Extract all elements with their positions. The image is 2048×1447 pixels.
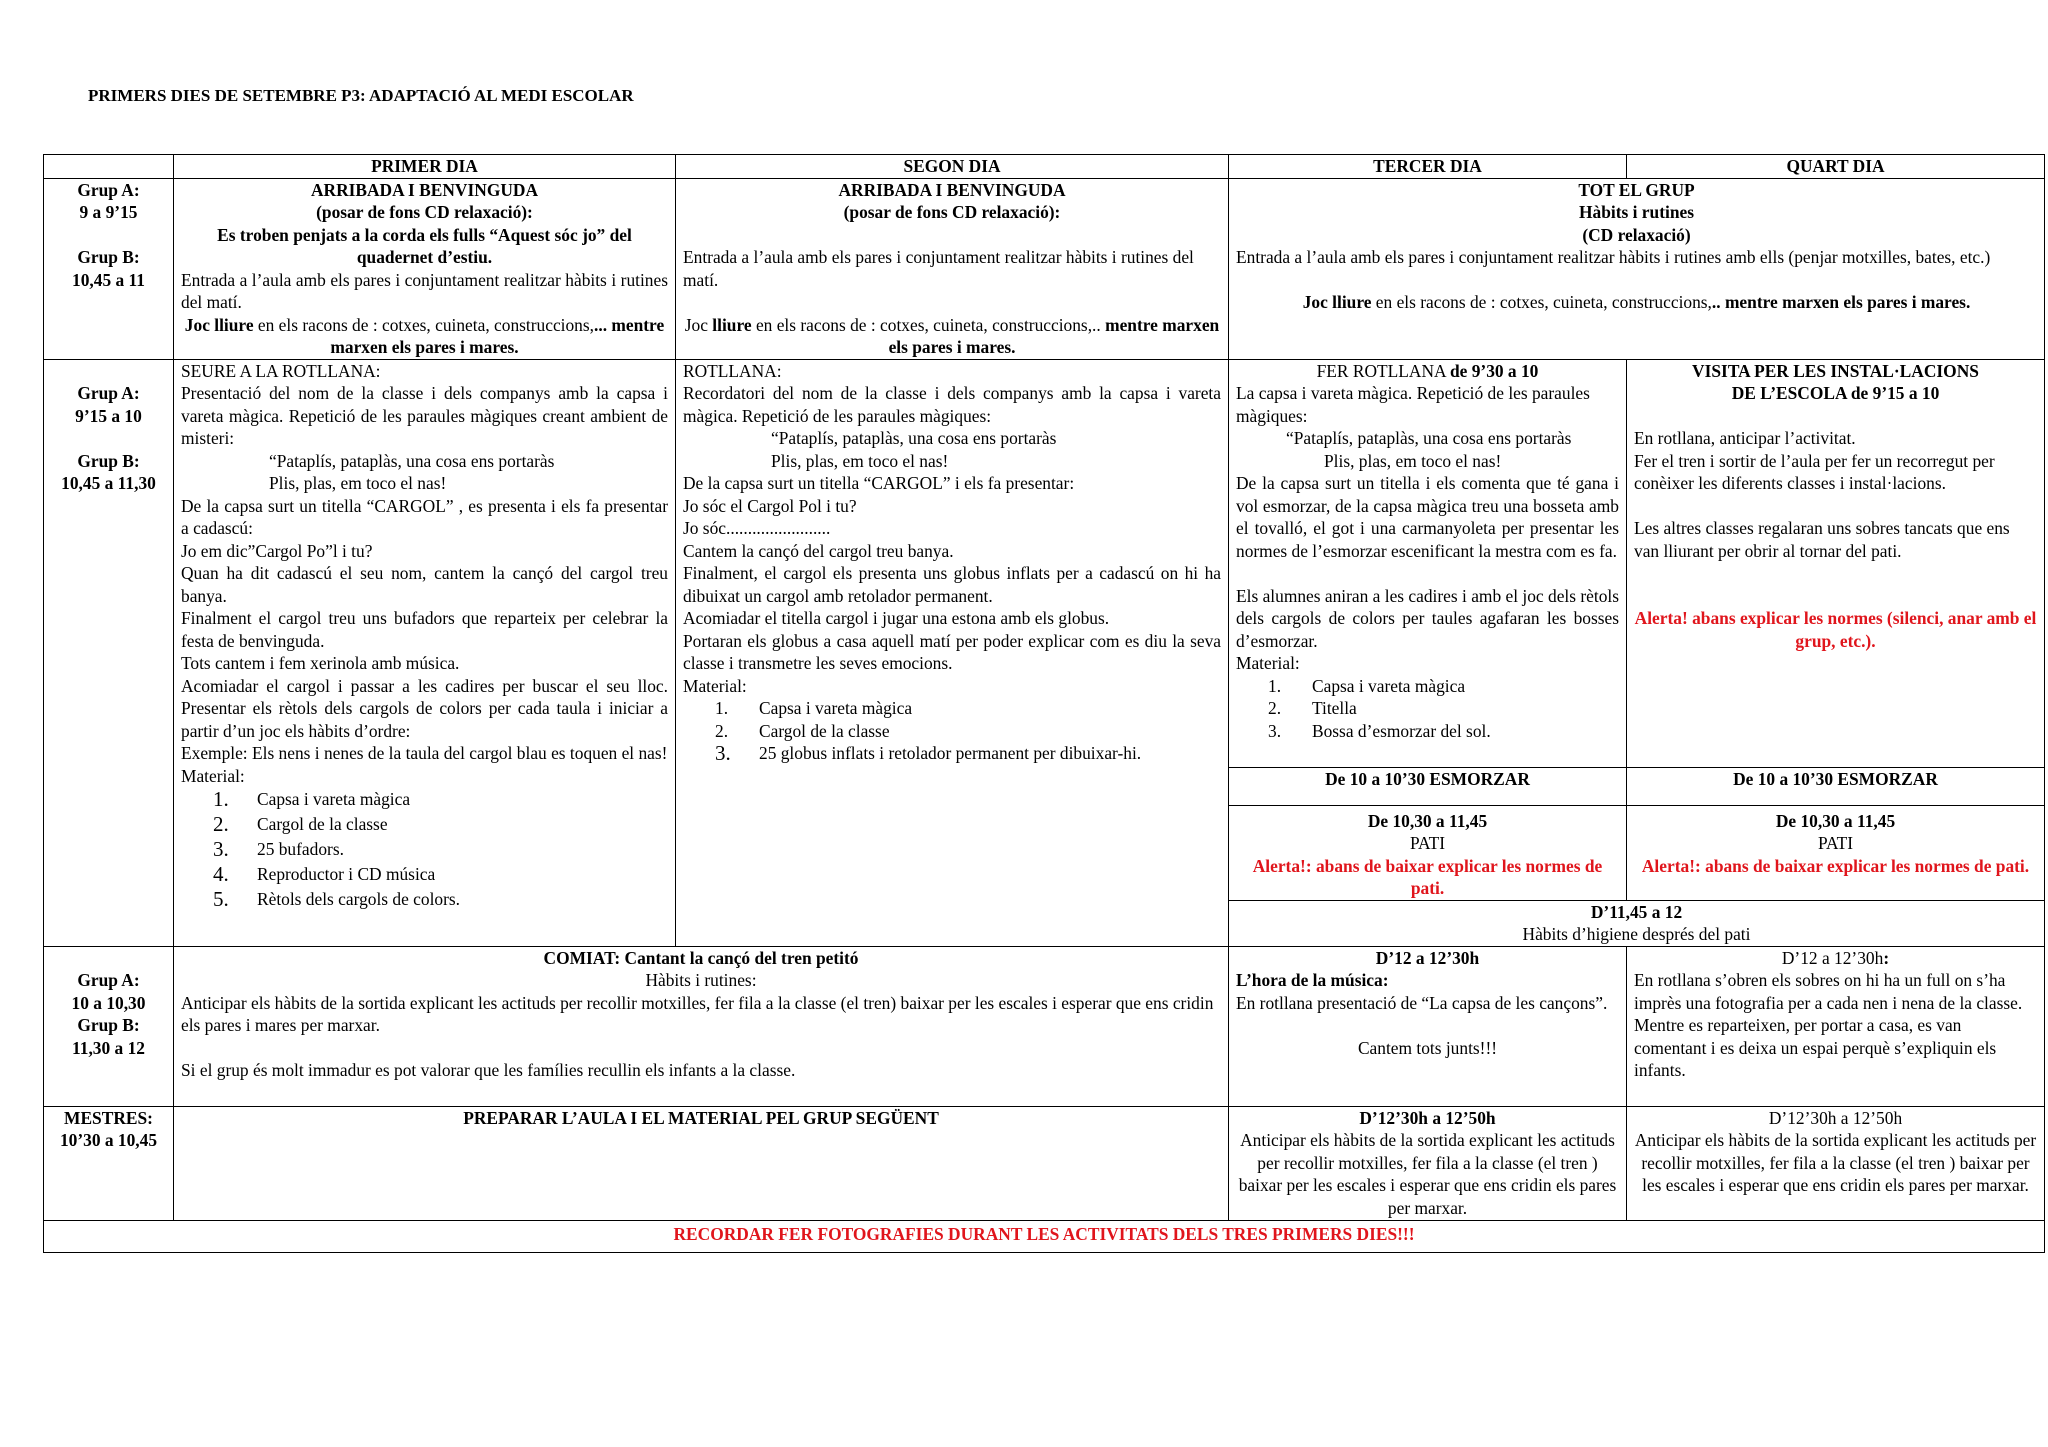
material-item xyxy=(213,787,668,812)
row2-d2-p1: Recordatori del nom de la classe i dels companys amb la capsa i vareta màgica. Repetició de les paraules màgiques: xyxy=(683,383,1221,426)
row1-time-a: 9 a 9’15 xyxy=(79,202,138,222)
row1-d2-joc xyxy=(683,314,1221,359)
material-item xyxy=(715,720,1221,743)
row1-group-cell xyxy=(44,178,174,359)
material-item xyxy=(213,837,668,862)
row-circle xyxy=(44,359,2045,767)
header-day1: PRIMER DIA xyxy=(174,155,676,179)
row1-group-b: Grup B: xyxy=(77,247,140,267)
row2-d2-material-list xyxy=(683,697,1221,765)
row4-time: 10’30 a 10,45 xyxy=(59,1130,158,1150)
row1-d1-text: Entrada a l’aula amb els pares i conjuntament realitzar hàbits i rutines del matí. xyxy=(181,269,668,312)
row2-d4-pati-cell xyxy=(1627,805,2045,900)
material-item-text: Capsa i vareta màgica xyxy=(257,789,411,809)
row2-d4-pati-alert: Alerta!: abans de baixar explicar les normes de pati. xyxy=(1641,855,2030,876)
row2-d2-p4: Jo sóc........................ xyxy=(683,518,831,538)
row2-d2-p8: Portaran els globus a casa aquell matí per poder explicar com es diu la seva classe i transmetre les seves emocions. xyxy=(683,630,1221,673)
row2-d1-p7: Acomiadar el cargol i passar a les cadires per buscar el seu lloc. Presentar els rètols dels cargols de colors per cada taula i iniciar a partir d’un joc els hàbits d’ordre: xyxy=(181,675,668,741)
row2-d4-pati: PATI xyxy=(1817,833,1854,853)
row1-d1-joc-text: en els racons de : cotxes, cuineta, construccions, xyxy=(253,314,594,335)
footer-reminder: RECORDAR FER FOTOGRAFIES DURANT LES ACTIVITATS DELS TRES PRIMERS DIES!!! xyxy=(44,1220,2045,1252)
row1-d34-sub1: Hàbits i rutines xyxy=(1579,202,1694,222)
material-item xyxy=(213,812,668,837)
material-item-number: 1. xyxy=(1268,675,1282,696)
row2-d3-magic2: Plis, plas, em toco el nas! xyxy=(1324,450,1502,471)
row1-d34-joc-text: en els racons de : cotxes, cuineta, construccions, xyxy=(1371,292,1712,312)
material-item-text: Cargol de la classe xyxy=(257,814,388,834)
row-footer xyxy=(44,1220,2045,1252)
row2-group-b: Grup B: xyxy=(77,450,140,471)
row4-day4-cell xyxy=(1627,1106,2045,1220)
row2-d3-p3: Els alumnes aniran a les cadires i amb el joc dels rètols dels cargols de colors per taules agafaran les bosses d’esmorzar. xyxy=(1236,585,1619,651)
row3-d4-time xyxy=(1634,947,2037,970)
row1-d34-joc xyxy=(1236,291,2037,314)
row2-d3-p1: La capsa i vareta màgica. Repetició de les paraules màgiques: xyxy=(1236,383,1590,426)
row2-higiene-time: D’11,45 a 12 xyxy=(1590,901,1683,922)
row3-sub: Hàbits i rutines: xyxy=(645,970,757,990)
material-item-number: 3. xyxy=(1268,720,1282,741)
row4-d4-text: Anticipar els hàbits de la sortida explicant les actituds per recollir motxilles, fer fila a la classe (el tren ) baixar per les escales i esperar que ens cridin els pares per marxar. xyxy=(1634,1130,2037,1195)
material-item-number: 2. xyxy=(715,720,729,741)
row3-p2: Si el grup és molt immadur es pot valorar que les famílies recullin els infants a la classe. xyxy=(181,1060,796,1080)
row2-d3-esmorzar: De 10 a 10’30 ESMORZAR xyxy=(1229,767,1627,805)
material-item-text: 25 globus inflats i retolador permanent per dibuixar-hi. xyxy=(759,743,1142,763)
row4-d3-text: Anticipar els hàbits de la sortida explicant les actituds per recollir motxilles, fer fila a la classe (el tren ) baixar per les escales i esperar que ens cridin els pares per marxar. xyxy=(1238,1130,1617,1218)
row2-d4-p1: En rotllana, anticipar l’activitat. xyxy=(1634,428,1856,448)
row3-d3-title: L’hora de la música: xyxy=(1236,970,1389,990)
row3-day12-cell xyxy=(174,946,1229,1106)
row2-d2-magic1: “Pataplís, pataplàs, una cosa ens portaràs xyxy=(771,428,1057,448)
material-item xyxy=(1268,697,1619,720)
material-item-text: Bossa d’esmorzar del sol. xyxy=(1312,720,1491,741)
row2-group-cell xyxy=(44,359,174,946)
row2-d4-title1: VISITA PER LES INSTAL·LACIONS xyxy=(1692,360,1979,381)
row2-d4-title2: DE L’ESCOLA de 9’15 a 10 xyxy=(1731,383,1940,403)
row3-d3-p2: Cantem tots junts!!! xyxy=(1357,1037,1498,1058)
row2-d3-pati-alert: Alerta!: abans de baixar explicar les normes de pati. xyxy=(1252,855,1603,898)
row1-d2-joc-end: mentre marxen els pares i mares. xyxy=(888,314,1220,357)
row1-d1-title: ARRIBADA I BENVINGUDA xyxy=(310,179,539,200)
row-teachers xyxy=(44,1106,2045,1220)
row2-d1-p2: De la capsa surt un titella “CARGOL” , es presenta i els fa presentar a cadascú: xyxy=(181,495,668,538)
row2-d4-esmorzar: De 10 a 10’30 ESMORZAR xyxy=(1627,767,2045,805)
material-item-text: Rètols dels cargols de colors. xyxy=(257,889,461,909)
row2-d3-magic1: “Pataplís, pataplàs, una cosa ens portaràs xyxy=(1286,428,1572,448)
row2-d1-p8: Exemple: Els nens i nenes de la taula del cargol blau es toquen el nas! xyxy=(181,743,668,763)
row2-d2-magic2: Plis, plas, em toco el nas! xyxy=(771,450,949,471)
row2-d1-magic2: Plis, plas, em toco el nas! xyxy=(269,473,447,493)
row2-d3-title-bold: de 9’30 a 10 xyxy=(1449,360,1539,381)
row2-d2-p3: Jo sóc el Cargol Pol i tu? xyxy=(683,495,857,516)
row3-group-b: Grup B: xyxy=(77,1015,140,1035)
material-item-number: 2. xyxy=(1268,698,1282,718)
material-item-number: 1. xyxy=(715,698,729,718)
row1-d34-joc-end: .. mentre marxen els pares i mares. xyxy=(1711,292,1971,312)
row4-title: PREPARAR L’AULA I EL MATERIAL PEL GRUP SEGÜENT xyxy=(174,1106,1229,1220)
row2-d3-material-list xyxy=(1236,675,1619,743)
row2-d1-p3: Jo em dic”Cargol Po”l i tu? xyxy=(181,540,373,561)
row2-d1-magic1: “Pataplís, pataplàs, una cosa ens portaràs xyxy=(269,450,555,471)
row1-d34-title: TOT EL GRUP xyxy=(1578,179,1695,200)
row3-time-b: 11,30 a 12 xyxy=(72,1037,145,1058)
row2-d4-alert: Alerta! abans explicar les normes (silenci, anar amb el grup, etc.). xyxy=(1634,608,2037,651)
row1-group-a: Grup A: xyxy=(77,179,140,200)
row1-d34-sub2: (CD relaxació) xyxy=(1582,224,1691,245)
row2-d2-p7: Acomiadar el titella cargol i jugar una estona amb els globus. xyxy=(683,608,1110,628)
row3-group-a: Grup A: xyxy=(77,970,140,990)
material-item xyxy=(213,887,668,912)
row1-day34-cell xyxy=(1229,178,2045,359)
row1-d1-bold: Es troben penjats a la corda els fulls “Aquest sóc jo” del quadernet d’estiu. xyxy=(217,224,632,267)
material-item xyxy=(1268,720,1619,743)
row3-title: COMIAT: Cantant la cançó del tren petitó xyxy=(543,947,859,968)
row3-d4-p2: Mentre es reparteixen, per portar a casa, es van comentant i es deixa un espai perquè s’expliquin els infants. xyxy=(1634,1015,1997,1080)
row2-d1-material: Material: xyxy=(181,765,245,786)
row2-d3-p2: De la capsa surt un titella i els comenta que té gana i vol esmorzar, de la capsa màgica treu una bosseta amb el tovalló, el got i una carmanyoleta per presentar les normes de l’esmorzar escenificant la mestra com es fa. xyxy=(1236,473,1619,561)
row1-time-b: 10,45 a 11 xyxy=(72,269,145,290)
material-item-text: Reproductor i CD música xyxy=(257,864,436,884)
row2-d1-p1: Presentació del nom de la classe i dels companys amb la capsa i vareta màgica. Repetició de les paraules màgiques creant ambient de misteri: xyxy=(181,383,668,448)
material-item-text: Capsa i vareta màgica xyxy=(1312,675,1466,696)
row2-higiene-cell xyxy=(1229,900,2045,946)
row1-d2-joc-bold: lliure xyxy=(712,314,752,335)
row2-higiene: Hàbits d’higiene després del pati xyxy=(1522,924,1751,944)
header-row xyxy=(44,155,2045,179)
row2-d1-material-list xyxy=(181,787,668,912)
row2-d4-pati-time: De 10,30 a 11,45 xyxy=(1775,810,1896,831)
row3-group-cell xyxy=(44,946,174,1106)
header-day3: TERCER DIA xyxy=(1229,155,1627,179)
header-day4: QUART DIA xyxy=(1627,155,2045,179)
row2-d1-p4: Quan ha dit cadascú el seu nom, cantem la cançó del cargol treu banya. xyxy=(181,563,668,606)
row2-day4-cell xyxy=(1627,359,2045,767)
material-item xyxy=(715,742,1221,765)
row-farewell xyxy=(44,946,2045,1106)
row1-d2-joc-text: en els racons de : cotxes, cuineta, construccions,.. xyxy=(751,314,1106,335)
row2-d3-pati: PATI xyxy=(1409,833,1446,853)
row1-d2-joc-pre: Joc xyxy=(684,314,713,335)
row1-d1-joc xyxy=(181,314,668,359)
row2-day1-cell xyxy=(174,359,676,946)
row3-p1: Anticipar els hàbits de la sortida explicant les actituds per recollir motxilles, fer fila a la classe (el tren) baixar per les escales i esperar que ens cridin els pares i mares per marxar. xyxy=(181,992,1214,1035)
row3-day3-cell xyxy=(1229,946,1627,1106)
row2-d3-title xyxy=(1236,360,1619,383)
row2-d2-p2: De la capsa surt un titella “CARGOL” i els fa presentar: xyxy=(683,473,1075,493)
row-arrival xyxy=(44,178,2045,359)
row1-day2-cell xyxy=(676,178,1229,359)
row4-day3-cell xyxy=(1229,1106,1627,1220)
row3-d3-time: D’12 a 12’30h xyxy=(1375,947,1480,968)
row1-day1-cell xyxy=(174,178,676,359)
header-day2: SEGON DIA xyxy=(676,155,1229,179)
material-item xyxy=(715,697,1221,720)
material-item-number: 4. xyxy=(213,862,229,886)
row1-d1-joc-bold: Joc lliure xyxy=(184,314,254,335)
schedule-table xyxy=(43,154,2045,1253)
material-item-number: 3. xyxy=(213,837,229,861)
row2-d3-material: Material: xyxy=(1236,653,1300,673)
row2-group-a: Grup A: xyxy=(77,383,140,403)
row1-d34-text: Entrada a l’aula amb els pares i conjuntament realitzar hàbits i rutines amb ells (penjar motxilles, bates, etc.) xyxy=(1236,247,1991,267)
row1-d2-sub: (posar de fons CD relaxació): xyxy=(843,202,1061,222)
row2-day3-cell xyxy=(1229,359,1627,767)
material-item-number: 3. xyxy=(715,741,731,765)
row2-d4-p2: Fer el tren i sortir de l’aula per fer un recorregut per conèixer les diferents classes i instal·lacions. xyxy=(1634,450,1995,493)
row3-d3-p1: En rotllana presentació de “La capsa de les cançons”. xyxy=(1236,992,1608,1013)
row1-d2-text: Entrada a l’aula amb els pares i conjuntament realitzar hàbits i rutines del matí. xyxy=(683,247,1194,290)
row1-d1-sub: (posar de fons CD relaxació): xyxy=(316,202,533,222)
material-item-number: 2. xyxy=(213,812,229,836)
header-empty-cell xyxy=(44,155,174,179)
material-item-number: 1. xyxy=(213,787,229,811)
row3-d4-p1: En rotllana s’obren els sobres on hi ha un full on s’ha imprès una fotografia per a cada nen i nena de la classe. xyxy=(1634,970,2023,1013)
row1-d1-joc-end: ... mentre marxen els pares i mares. xyxy=(330,314,665,357)
material-item-text: Capsa i vareta màgica xyxy=(759,698,913,718)
row2-d1-title: SEURE A LA ROTLLANA: xyxy=(181,360,381,381)
row4-group-cell xyxy=(44,1106,174,1220)
material-item-text: 25 bufadors. xyxy=(257,839,344,859)
row2-time-a: 9’15 a 10 xyxy=(75,405,142,426)
material-item xyxy=(1268,675,1619,698)
row2-d2-p6: Finalment, el cargol els presenta uns globus inflats per a cadascú on hi ha dibuixat un cargol amb retolador permanent. xyxy=(683,563,1221,606)
row2-d2-material: Material: xyxy=(683,675,747,696)
row2-d2-title: ROTLLANA: xyxy=(683,360,782,381)
row3-day4-cell xyxy=(1627,946,2045,1106)
row2-time-b: 10,45 a 11,30 xyxy=(61,473,156,493)
row3-d4-time-colon: : xyxy=(1883,947,1890,968)
row2-d3-pati-cell xyxy=(1229,805,1627,900)
row2-d3-pati-time: De 10,30 a 11,45 xyxy=(1367,810,1488,831)
row2-d3-title-plain: FER ROTLLANA xyxy=(1316,360,1450,381)
row2-day2-cell xyxy=(676,359,1229,946)
material-item-number: 5. xyxy=(213,887,229,911)
row3-d4-time-plain: D’12 a 12’30h xyxy=(1781,947,1884,968)
row2-d1-p6: Tots cantem i fem xerinola amb música. xyxy=(181,653,460,673)
row1-d2-title: ARRIBADA I BENVINGUDA xyxy=(838,179,1066,200)
row4-group: MESTRES: xyxy=(64,1107,153,1128)
row4-d4-time: D’12’30h a 12’50h xyxy=(1768,1107,1903,1128)
row2-d1-p5: Finalment el cargol treu uns bufadors que reparteix per celebrar la festa de benvinguda. xyxy=(181,608,668,651)
material-item xyxy=(213,862,668,887)
row4-d3-time: D’12’30h a 12’50h xyxy=(1359,1107,1496,1128)
row2-d4-p3: Les altres classes regalaran uns sobres tancats que ens van lliurant per obrir al tornar del pati. xyxy=(1634,518,2010,561)
row1-d34-joc-bold: Joc lliure xyxy=(1302,292,1372,312)
row2-d2-p5: Cantem la cançó del cargol treu banya. xyxy=(683,540,954,561)
page-title: PRIMERS DIES DE SETEMBRE P3: ADAPTACIÓ AL MEDI ESCOLAR xyxy=(88,86,634,105)
row3-time-a: 10 a 10,30 xyxy=(71,992,146,1013)
material-item-text: Cargol de la classe xyxy=(759,720,890,741)
material-item-text: Titella xyxy=(1312,698,1357,718)
